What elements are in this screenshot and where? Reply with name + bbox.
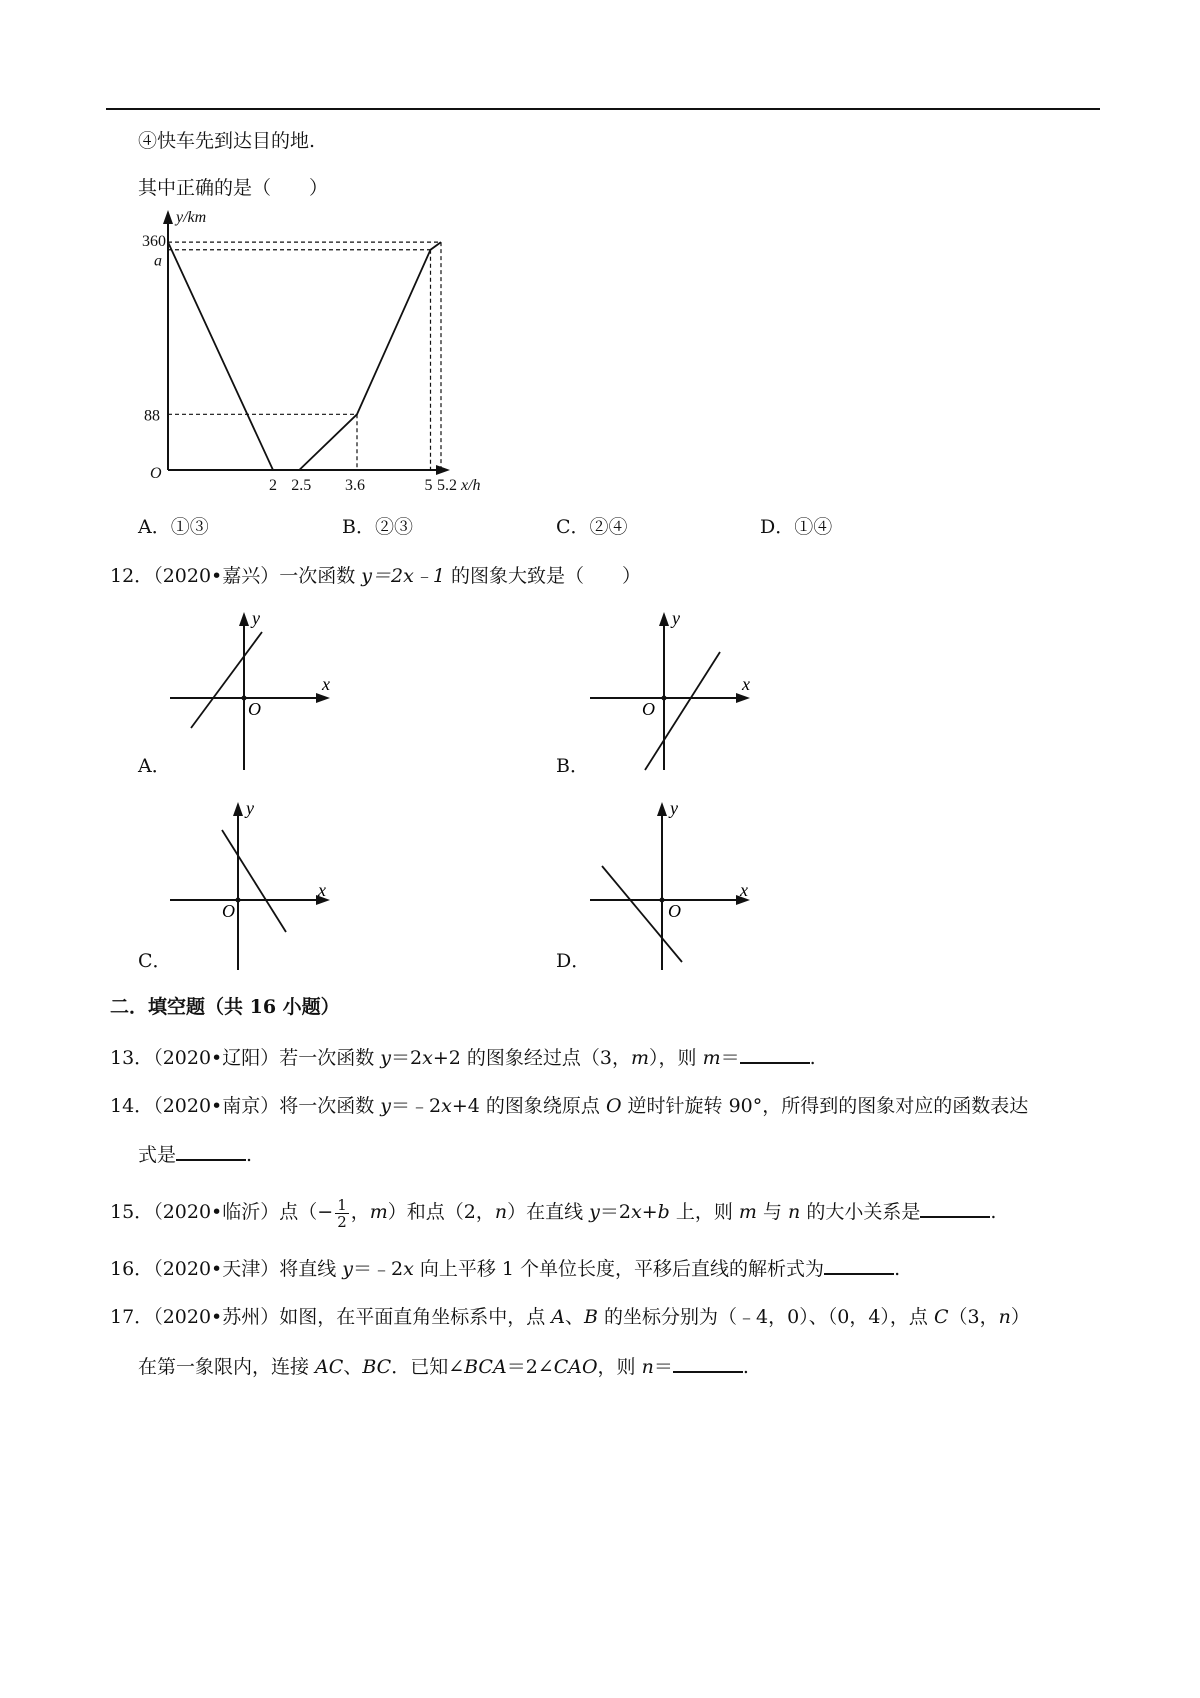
q16-number: 16． <box>110 1258 154 1280</box>
q13-text-3: +2 的图象经过点（3， <box>432 1047 631 1069</box>
q11-stem: 其中正确的是（ ） <box>138 177 329 199</box>
q15-var-2: n <box>494 1201 508 1223</box>
q14-line2-text: 式是 <box>138 1144 177 1166</box>
q16-source: （2020•天津） <box>153 1258 280 1280</box>
q11-option-a: A．①③ <box>138 516 209 538</box>
q17-text-3: 的坐标分别为（﹣4，0）、（0，4），点 <box>598 1306 934 1328</box>
q13-answer-blank <box>740 1044 810 1064</box>
q15-text-2: ， <box>350 1201 370 1223</box>
q12b-x-label: x <box>742 674 750 694</box>
q13-var-3: m <box>630 1047 650 1069</box>
q15-var-1: m <box>369 1201 388 1223</box>
q17-var-c: C <box>933 1306 949 1328</box>
q17-line2-text-c: ．已知∠ <box>391 1356 465 1378</box>
q12-graph-b <box>590 610 770 770</box>
q16-text-3: 向上平移 1 个单位长度，平移后直线的解析式为 <box>413 1258 825 1280</box>
q15-text-1: 点（ <box>279 1201 318 1223</box>
q13-number: 13． <box>110 1047 154 1069</box>
q14-var-3: O <box>605 1095 622 1117</box>
q17-var-bc: BC <box>362 1356 392 1378</box>
q15-fraction-denominator: 2 <box>337 1212 347 1231</box>
chart11-series-line <box>168 242 441 470</box>
q17-text-1: 如图，在平面直角坐标系中，点 <box>279 1306 552 1328</box>
chart11-y-tick-a: a <box>154 252 162 270</box>
q14-source: （2020•南京） <box>153 1095 280 1117</box>
q14-question-line2 <box>138 1141 252 1168</box>
q16-end: . <box>894 1258 901 1280</box>
chart11-x-tick-5: 5 <box>424 477 433 494</box>
q12d-y-label: y <box>670 798 678 818</box>
q13-end: . <box>809 1047 816 1069</box>
q16-var-1: y <box>342 1258 354 1280</box>
q15-var-5: b <box>657 1201 670 1223</box>
q16-text-1: 将直线 <box>279 1258 343 1280</box>
q15-var-7: n <box>788 1201 801 1223</box>
q12-graph-a <box>170 610 350 770</box>
q12-option-d: D． <box>556 950 591 972</box>
q13-text-2: ＝2 <box>391 1047 423 1069</box>
chart11-x-arrow <box>436 465 450 475</box>
q14-var-1: y <box>380 1095 392 1117</box>
q17-text-5: ） <box>1010 1306 1030 1328</box>
q15-neg-sign: − <box>317 1201 334 1223</box>
q17-var-bca: BCA <box>464 1356 507 1378</box>
q12-formula: y＝2x﹣1 <box>361 565 445 587</box>
q17-line2-text-d: ＝2∠ <box>506 1356 554 1378</box>
chart11-y-arrow <box>163 210 173 224</box>
q13-var-1: y <box>380 1047 392 1069</box>
q12-question <box>110 563 641 589</box>
q13-source: （2020•辽阳） <box>153 1047 280 1069</box>
q13-text-4: ），则 <box>649 1047 703 1069</box>
q12-option-c: C． <box>138 950 172 972</box>
q12b-origin-label: O <box>642 699 655 719</box>
q15-source: （2020•临沂） <box>153 1201 280 1223</box>
q16-text-2: ＝﹣2 <box>353 1258 404 1280</box>
q12d-x-label: x <box>740 880 748 900</box>
header-rule <box>106 108 1100 110</box>
q14-question <box>110 1093 1028 1119</box>
q17-text-2: 、 <box>565 1306 585 1328</box>
q15-var-6: m <box>738 1201 757 1223</box>
q15-var-4: x <box>631 1201 642 1223</box>
q12-source: （2020•嘉兴） <box>153 565 280 587</box>
q13-text-1: 若一次函数 <box>279 1047 381 1069</box>
q17-text-4: （3， <box>948 1306 999 1328</box>
q12-text-b: 的图象大致是（ ） <box>444 565 641 587</box>
chart11-x-axis-label: x/h <box>461 477 481 494</box>
q12-text-a: 一次函数 <box>279 565 362 587</box>
q12-graph-d <box>590 800 770 970</box>
q12-graph-c <box>170 800 350 970</box>
chart11-origin-label: O <box>150 465 162 482</box>
q11-option-b: B．②③ <box>342 516 413 538</box>
chart11-x-tick-2-5: 2.5 <box>291 477 312 494</box>
q14-text-1: 将一次函数 <box>279 1095 381 1117</box>
q17-question-line2 <box>138 1353 749 1380</box>
q12-option-a: A． <box>138 755 171 777</box>
q11-option-d: D．①④ <box>760 516 833 538</box>
q15-end: . <box>990 1201 997 1223</box>
q12b-y-label: y <box>672 608 680 628</box>
q17-answer-blank <box>673 1353 743 1373</box>
q15-text-3: ）和点（2， <box>387 1201 495 1223</box>
chart11-x-tick-2: 2 <box>269 477 277 494</box>
q15-answer-blank <box>920 1198 990 1218</box>
q15-text-9: 的大小关系是 <box>800 1201 921 1223</box>
q13-question <box>110 1044 816 1071</box>
q14-text-2: ＝﹣2 <box>391 1095 442 1117</box>
q12a-y-label: y <box>252 608 260 628</box>
chart11-x-tick-5-2: 5.2 <box>437 477 457 494</box>
q17-end: . <box>742 1356 749 1378</box>
q12c-y-label: y <box>246 798 254 818</box>
q12a-x-label: x <box>322 674 330 694</box>
section-heading: 二．填空题（共 16 小题） <box>110 996 340 1018</box>
q14-text-3: +4 的图象绕原点 <box>451 1095 606 1117</box>
q17-var-n2: n <box>641 1356 654 1378</box>
q11-item4: ④快车先到达目的地. <box>138 130 316 152</box>
q17-var-ac: AC <box>315 1356 344 1378</box>
q17-var-cao: CAO <box>553 1356 598 1378</box>
q16-var-2: x <box>403 1258 414 1280</box>
q12c-origin-label: O <box>222 901 235 921</box>
q17-line2-text-a: 在第一象限内，连接 <box>138 1356 316 1378</box>
q15-fraction <box>335 1197 349 1230</box>
chart11-y-tick-360: 360 <box>142 233 166 251</box>
q12a-origin-label: O <box>248 699 261 719</box>
q15-question <box>110 1192 996 1232</box>
q15-text-4: ）在直线 <box>507 1201 590 1223</box>
q15-fraction-numerator: 1 <box>337 1195 347 1214</box>
q15-text-8: 与 <box>756 1201 789 1223</box>
q15-text-7: 上，则 <box>669 1201 739 1223</box>
q14-answer-blank <box>176 1141 246 1161</box>
q11-distance-time-chart <box>138 210 518 500</box>
q13-var-2: x <box>422 1047 433 1069</box>
q17-question <box>110 1304 1030 1330</box>
q17-line2-text-b: 、 <box>343 1356 363 1378</box>
q14-text-4: 逆时针旋转 90°，所得到的图象对应的函数表达 <box>621 1095 1029 1117</box>
q16-answer-blank <box>824 1255 894 1275</box>
chart11-y-tick-88: 88 <box>144 407 160 425</box>
q17-var-b: B <box>584 1306 599 1328</box>
q12-number: 12． <box>110 565 154 587</box>
q14-end: . <box>246 1144 253 1166</box>
q16-question <box>110 1255 900 1282</box>
q13-var-4: m <box>702 1047 721 1069</box>
q14-var-2: x <box>441 1095 452 1117</box>
q15-text-6: + <box>641 1201 658 1223</box>
q12-option-b: B． <box>556 755 589 777</box>
q12d-origin-label: O <box>668 901 681 921</box>
q17-source: （2020•苏州） <box>153 1306 280 1328</box>
q17-line2-text-f: ＝ <box>653 1356 673 1378</box>
q13-text-5: ＝ <box>720 1047 740 1069</box>
q12c-x-label: x <box>318 880 326 900</box>
q14-number: 14． <box>110 1095 154 1117</box>
q11-option-c: C．②④ <box>556 516 628 538</box>
chart11-y-axis-label: y/km <box>176 209 207 226</box>
q17-number: 17． <box>110 1306 154 1328</box>
q17-var-a: A <box>551 1306 566 1328</box>
q15-var-3: y <box>589 1201 600 1223</box>
q17-line2-text-e: ，则 <box>597 1356 642 1378</box>
q17-var-n: n <box>998 1306 1011 1328</box>
q15-text-5: ＝2 <box>599 1201 631 1223</box>
chart11-x-tick-3-6: 3.6 <box>345 477 365 494</box>
q15-number: 15． <box>110 1201 154 1223</box>
